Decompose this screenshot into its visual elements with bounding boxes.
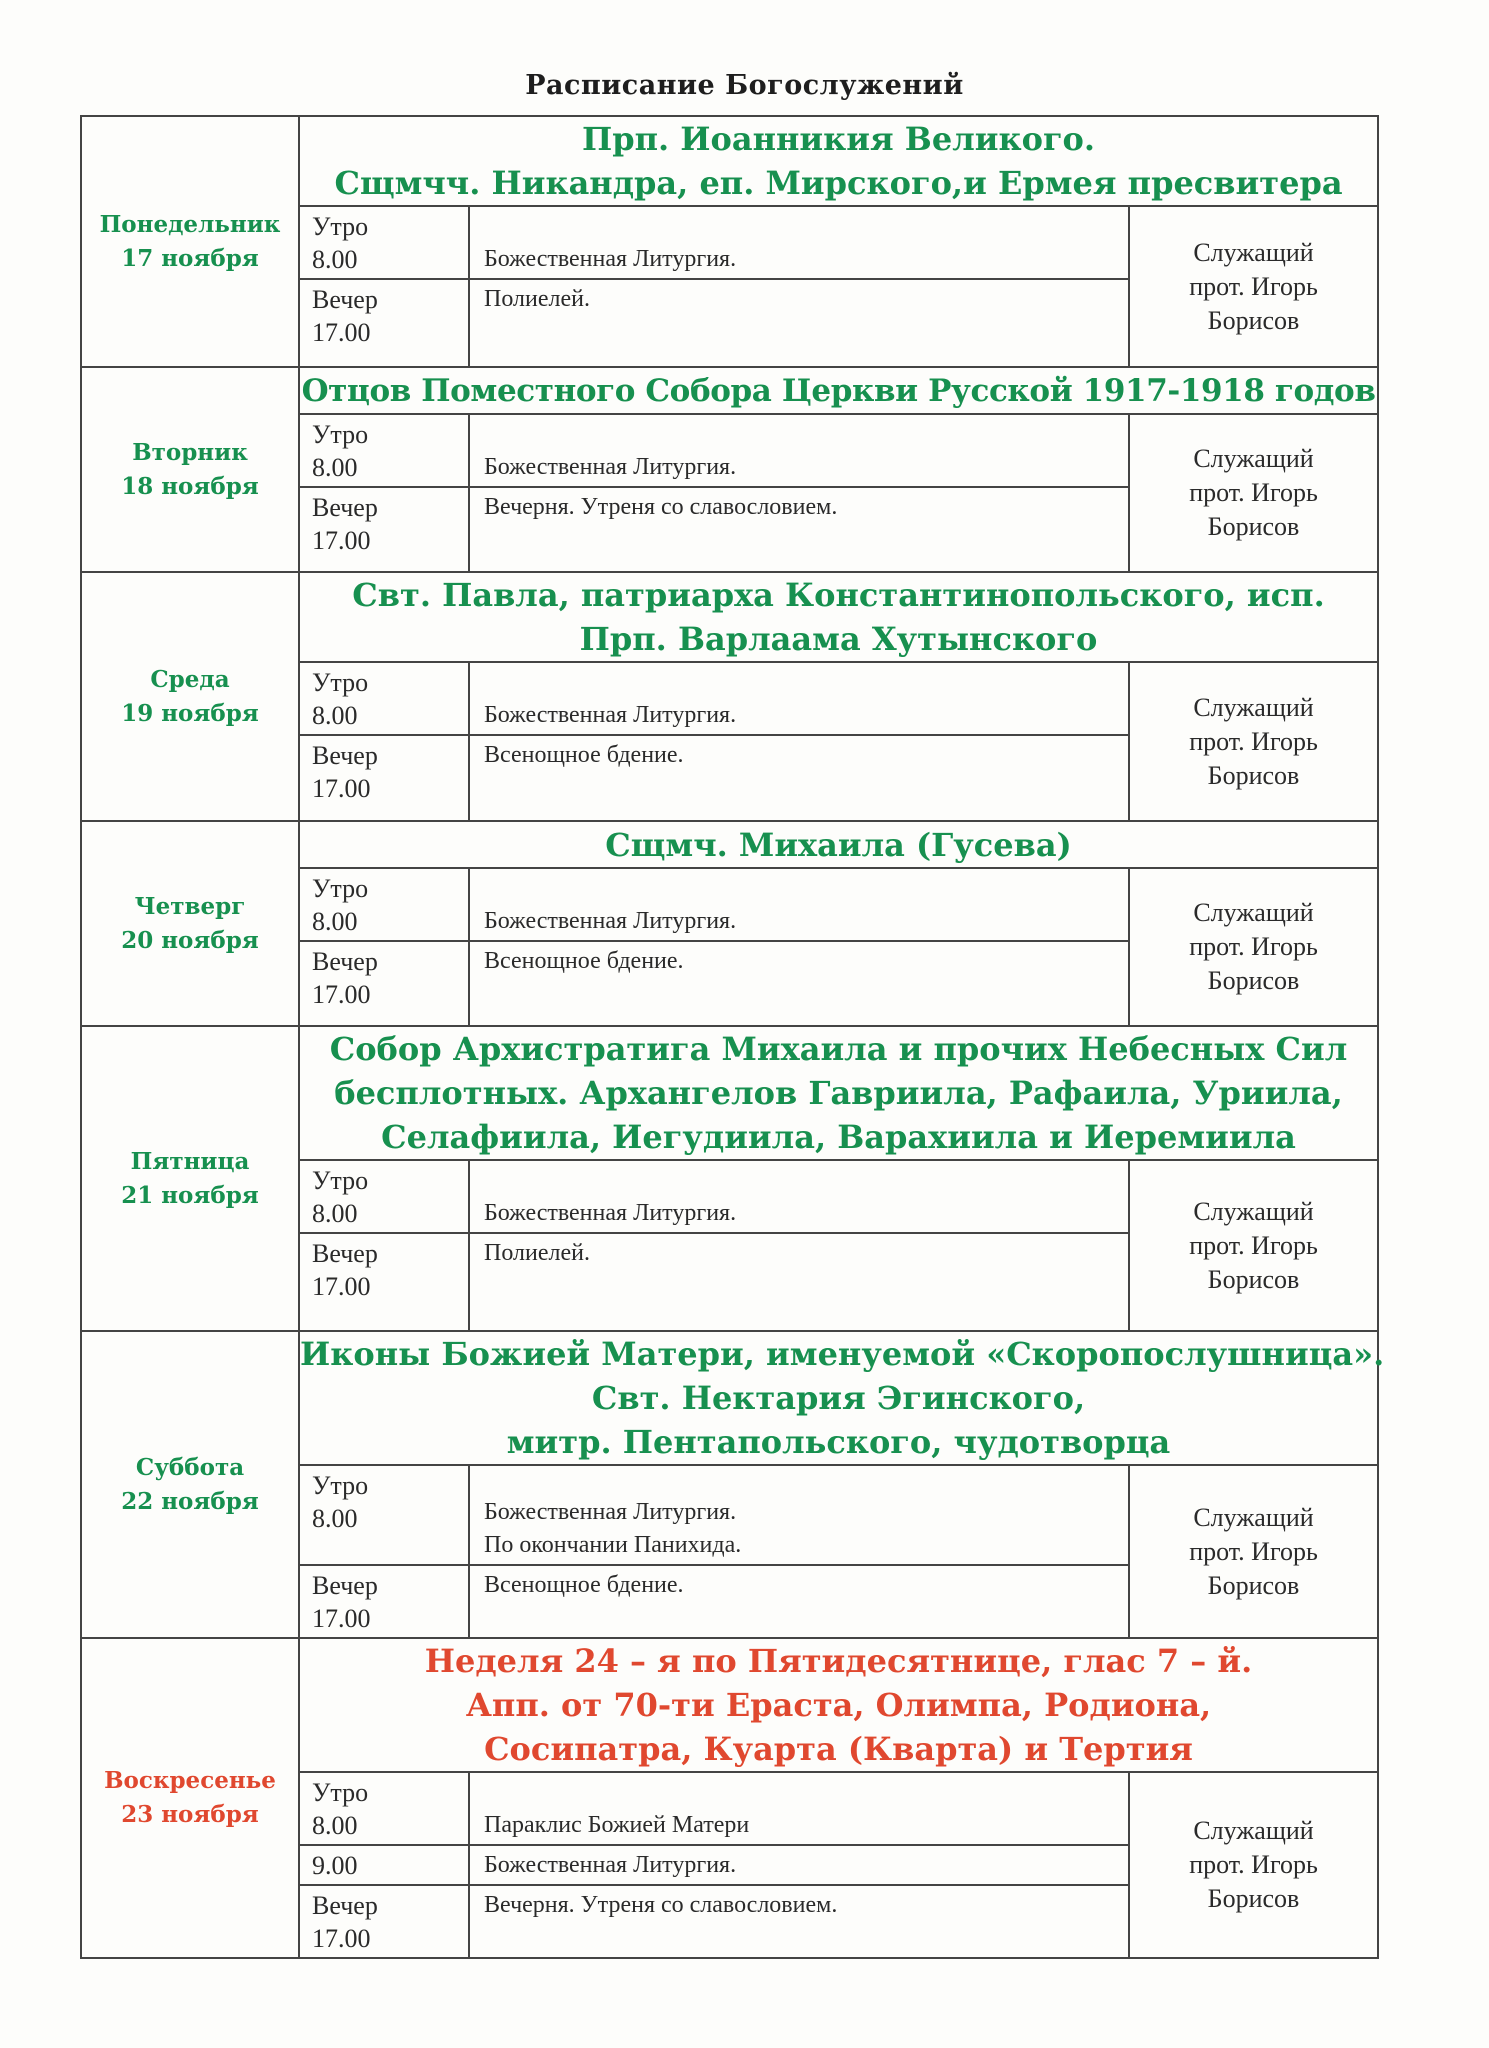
service-time-line: 8.00 xyxy=(312,1811,358,1840)
service-name-line: Божественная Литургия. xyxy=(484,1200,737,1226)
day-label-cell xyxy=(81,821,299,1026)
day-feast-row xyxy=(81,116,1378,206)
service-name-line: Божественная Литургия. xyxy=(484,908,737,934)
service-name xyxy=(469,735,1129,821)
service-name-line: Полиелей. xyxy=(484,286,590,312)
service-time xyxy=(299,1160,469,1233)
feast-title xyxy=(299,1638,1378,1772)
officiant-line: Служащий xyxy=(1193,692,1314,722)
service-time xyxy=(299,1233,469,1331)
service-time-line: Вечер xyxy=(312,285,378,314)
officiant-line: Служащий xyxy=(1193,1502,1314,1532)
service-time xyxy=(299,868,469,941)
service-name-line: Божественная Литургия. xyxy=(484,702,737,728)
weekday-label: Четверг xyxy=(134,892,246,920)
service-name-line: Божественная Литургия. xyxy=(484,1499,737,1525)
feast-title-line: Селафиила, Иегудиила, Варахиила и Иеремиила xyxy=(381,1118,1296,1156)
feast-title-line: бесплотных. Архангелов Гавриила, Рафаила, Уриила, xyxy=(334,1074,1343,1112)
service-name xyxy=(469,414,1129,487)
feast-title xyxy=(299,367,1378,414)
weekday-label: Понедельник xyxy=(99,210,281,238)
service-name xyxy=(469,1885,1129,1958)
service-name xyxy=(469,1233,1129,1331)
service-name xyxy=(469,206,1129,279)
day-label-cell xyxy=(81,116,299,367)
officiant-line: Служащий xyxy=(1193,898,1314,927)
officiant-line: Борисов xyxy=(1207,760,1300,790)
service-time-line: 17.00 xyxy=(312,526,371,555)
service-time xyxy=(299,1772,469,1845)
service-time-line: 8.00 xyxy=(312,453,358,482)
service-time xyxy=(299,206,469,279)
officiant-line: Служащий xyxy=(1193,237,1314,267)
officiant-cell xyxy=(1129,1465,1378,1638)
day-label-cell xyxy=(81,367,299,572)
service-name-line: Вечерня. Утреня со славословием. xyxy=(484,1892,838,1918)
service-time-line: Вечер xyxy=(312,1571,378,1600)
officiant-line: прот. Игорь xyxy=(1189,1536,1318,1566)
service-name-line: Вечерня. Утреня со славословием. xyxy=(484,494,838,520)
officiant-line: Борисов xyxy=(1207,305,1300,335)
officiant-cell xyxy=(1129,1160,1378,1331)
day-label-cell xyxy=(81,1638,299,1958)
service-time-line: 9.00 xyxy=(312,1851,358,1880)
day-label-cell xyxy=(81,1026,299,1331)
service-time-line: Вечер xyxy=(312,741,378,770)
service-time-line: 8.00 xyxy=(312,701,358,730)
service-name xyxy=(469,868,1129,941)
feast-title xyxy=(299,1331,1385,1465)
feast-title-line: Прп. Варлаама Хутынского xyxy=(579,620,1098,658)
officiant-line: Служащий xyxy=(1193,444,1314,473)
service-name-line: Всенощное бдение. xyxy=(484,1572,684,1598)
service-name xyxy=(469,662,1129,735)
service-time xyxy=(299,1885,469,1958)
officiant-line: прот. Игорь xyxy=(1189,271,1318,301)
feast-title-line: Неделя 24 – я по Пятидесятнице, глас 7 – й. xyxy=(424,1642,1253,1680)
service-time-line: Вечер xyxy=(312,493,378,522)
service-name xyxy=(469,487,1129,572)
service-time xyxy=(299,662,469,735)
officiant-cell xyxy=(1129,206,1378,367)
service-time-line: 17.00 xyxy=(312,1924,371,1953)
weekday-label: Суббота xyxy=(135,1453,245,1481)
service-time xyxy=(299,487,469,572)
service-time xyxy=(299,414,469,487)
service-time xyxy=(299,1565,469,1638)
feast-title-line: Сщмчч. Никандра, еп. Мирского,и Ермея пресвитера xyxy=(334,164,1343,202)
service-time-line: 8.00 xyxy=(312,245,358,274)
date-label: 18 ноября xyxy=(121,472,259,500)
feast-title-line: Свт. Павла, патриарха Константинопольского, исп. xyxy=(352,576,1325,614)
feast-title-line: Собор Архистратига Михаила и прочих Небесных Сил xyxy=(329,1030,1348,1068)
weekday-label: Пятница xyxy=(130,1147,250,1175)
day-feast-row xyxy=(81,1026,1378,1160)
service-time-line: Утро xyxy=(312,668,369,697)
feast-title-line: Свт. Нектария Эгинского, xyxy=(591,1379,1086,1417)
service-time-line: Утро xyxy=(312,1166,369,1195)
officiant-line: Борисов xyxy=(1207,1884,1300,1913)
feast-title xyxy=(299,821,1378,868)
service-time xyxy=(299,1465,469,1565)
date-label: 20 ноября xyxy=(121,926,259,954)
date-label: 23 ноября xyxy=(121,1801,259,1828)
officiant-line: Борисов xyxy=(1207,1570,1300,1600)
officiant-line: прот. Игорь xyxy=(1189,1230,1318,1260)
service-name-line: Полиелей. xyxy=(484,1240,590,1266)
service-name-line: Параклис Божией Матери xyxy=(484,1812,750,1838)
feast-title-line: Сщмч. Михаила (Гусева) xyxy=(605,825,1072,864)
officiant-line: Служащий xyxy=(1193,1816,1314,1845)
service-name xyxy=(469,941,1129,1026)
date-label: 21 ноября xyxy=(121,1181,259,1209)
service-time-line: 17.00 xyxy=(312,318,371,347)
officiant-line: Борисов xyxy=(1207,966,1300,995)
officiant-line: прот. Игорь xyxy=(1189,726,1318,756)
weekday-label: Среда xyxy=(150,665,230,693)
day-feast-row xyxy=(81,572,1378,662)
day-feast-row xyxy=(81,1638,1378,1772)
officiant-cell xyxy=(1129,1772,1378,1958)
service-time-line: Вечер xyxy=(312,1239,378,1268)
schedule-table xyxy=(80,115,1385,1959)
service-time-line: Утро xyxy=(312,1471,369,1500)
service-name xyxy=(469,1772,1129,1845)
feast-title xyxy=(299,116,1378,206)
service-time-line: Утро xyxy=(312,420,369,449)
officiant-line: прот. Игорь xyxy=(1189,932,1318,961)
service-time xyxy=(299,735,469,821)
service-time-line: 17.00 xyxy=(312,980,371,1009)
service-time-line: 17.00 xyxy=(312,774,371,803)
service-name xyxy=(469,279,1129,367)
officiant-line: Борисов xyxy=(1207,512,1300,541)
service-time-line: 17.00 xyxy=(312,1604,371,1633)
day-label-cell xyxy=(81,572,299,821)
service-name xyxy=(469,1465,1129,1565)
service-time xyxy=(299,279,469,367)
feast-title-line: Сосипатра, Куарта (Кварта) и Тертия xyxy=(484,1730,1193,1768)
service-time xyxy=(299,1845,469,1885)
service-time-line: 17.00 xyxy=(312,1272,371,1301)
service-time-line: 8.00 xyxy=(312,1504,358,1533)
feast-title-line: Иконы Божией Матери, именуемой «Скоропослушница». xyxy=(300,1335,1385,1373)
service-time-line: 8.00 xyxy=(312,907,358,936)
service-name xyxy=(469,1565,1129,1638)
date-label: 22 ноября xyxy=(121,1487,259,1515)
officiant-cell xyxy=(1129,414,1378,572)
service-time xyxy=(299,941,469,1026)
feast-title xyxy=(299,572,1378,662)
service-name-line: Божественная Литургия. xyxy=(484,454,737,480)
officiant-line: Служащий xyxy=(1193,1196,1314,1226)
feast-title-line: Прп. Иоанникия Великого. xyxy=(581,120,1096,158)
weekday-label: Вторник xyxy=(132,438,248,466)
service-time-line: Вечер xyxy=(312,947,378,976)
service-time-line: Утро xyxy=(312,874,369,903)
date-label: 17 ноября xyxy=(121,244,259,272)
service-time-line: Утро xyxy=(312,1778,369,1807)
page-title: Расписание Богослужений xyxy=(525,70,964,101)
officiant-line: Борисов xyxy=(1207,1264,1300,1294)
officiant-cell xyxy=(1129,868,1378,1026)
day-feast-row xyxy=(81,1331,1378,1465)
service-time-line: Вечер xyxy=(312,1891,378,1920)
service-name xyxy=(469,1160,1129,1233)
feast-title-line: Отцов Поместного Собора Церкви Русской 1917-1918 годов xyxy=(301,372,1376,409)
officiant-cell xyxy=(1129,662,1378,821)
service-name-line: По окончании Панихида. xyxy=(484,1532,742,1558)
feast-title-line: Апп. от 70-ти Ераста, Олимпа, Родиона, xyxy=(465,1686,1212,1724)
service-time-line: 8.00 xyxy=(312,1199,358,1228)
service-name-line: Всенощное бдение. xyxy=(484,742,684,768)
service-name xyxy=(469,1845,1129,1885)
service-name-line: Всенощное бдение. xyxy=(484,948,684,974)
day-label-cell xyxy=(81,1331,299,1638)
service-time-line: Утро xyxy=(312,212,369,241)
service-name-line: Божественная Литургия. xyxy=(484,246,737,272)
officiant-line: прот. Игорь xyxy=(1189,1850,1318,1879)
officiant-line: прот. Игорь xyxy=(1189,478,1318,507)
day-feast-row xyxy=(81,367,1378,414)
day-feast-row xyxy=(81,821,1378,868)
feast-title xyxy=(299,1026,1378,1160)
feast-title-line: митр. Пентапольского, чудотворца xyxy=(506,1423,1171,1461)
date-label: 19 ноября xyxy=(121,699,259,727)
service-name-line: Божественная Литургия. xyxy=(484,1852,737,1878)
weekday-label: Воскресенье xyxy=(104,1767,276,1794)
